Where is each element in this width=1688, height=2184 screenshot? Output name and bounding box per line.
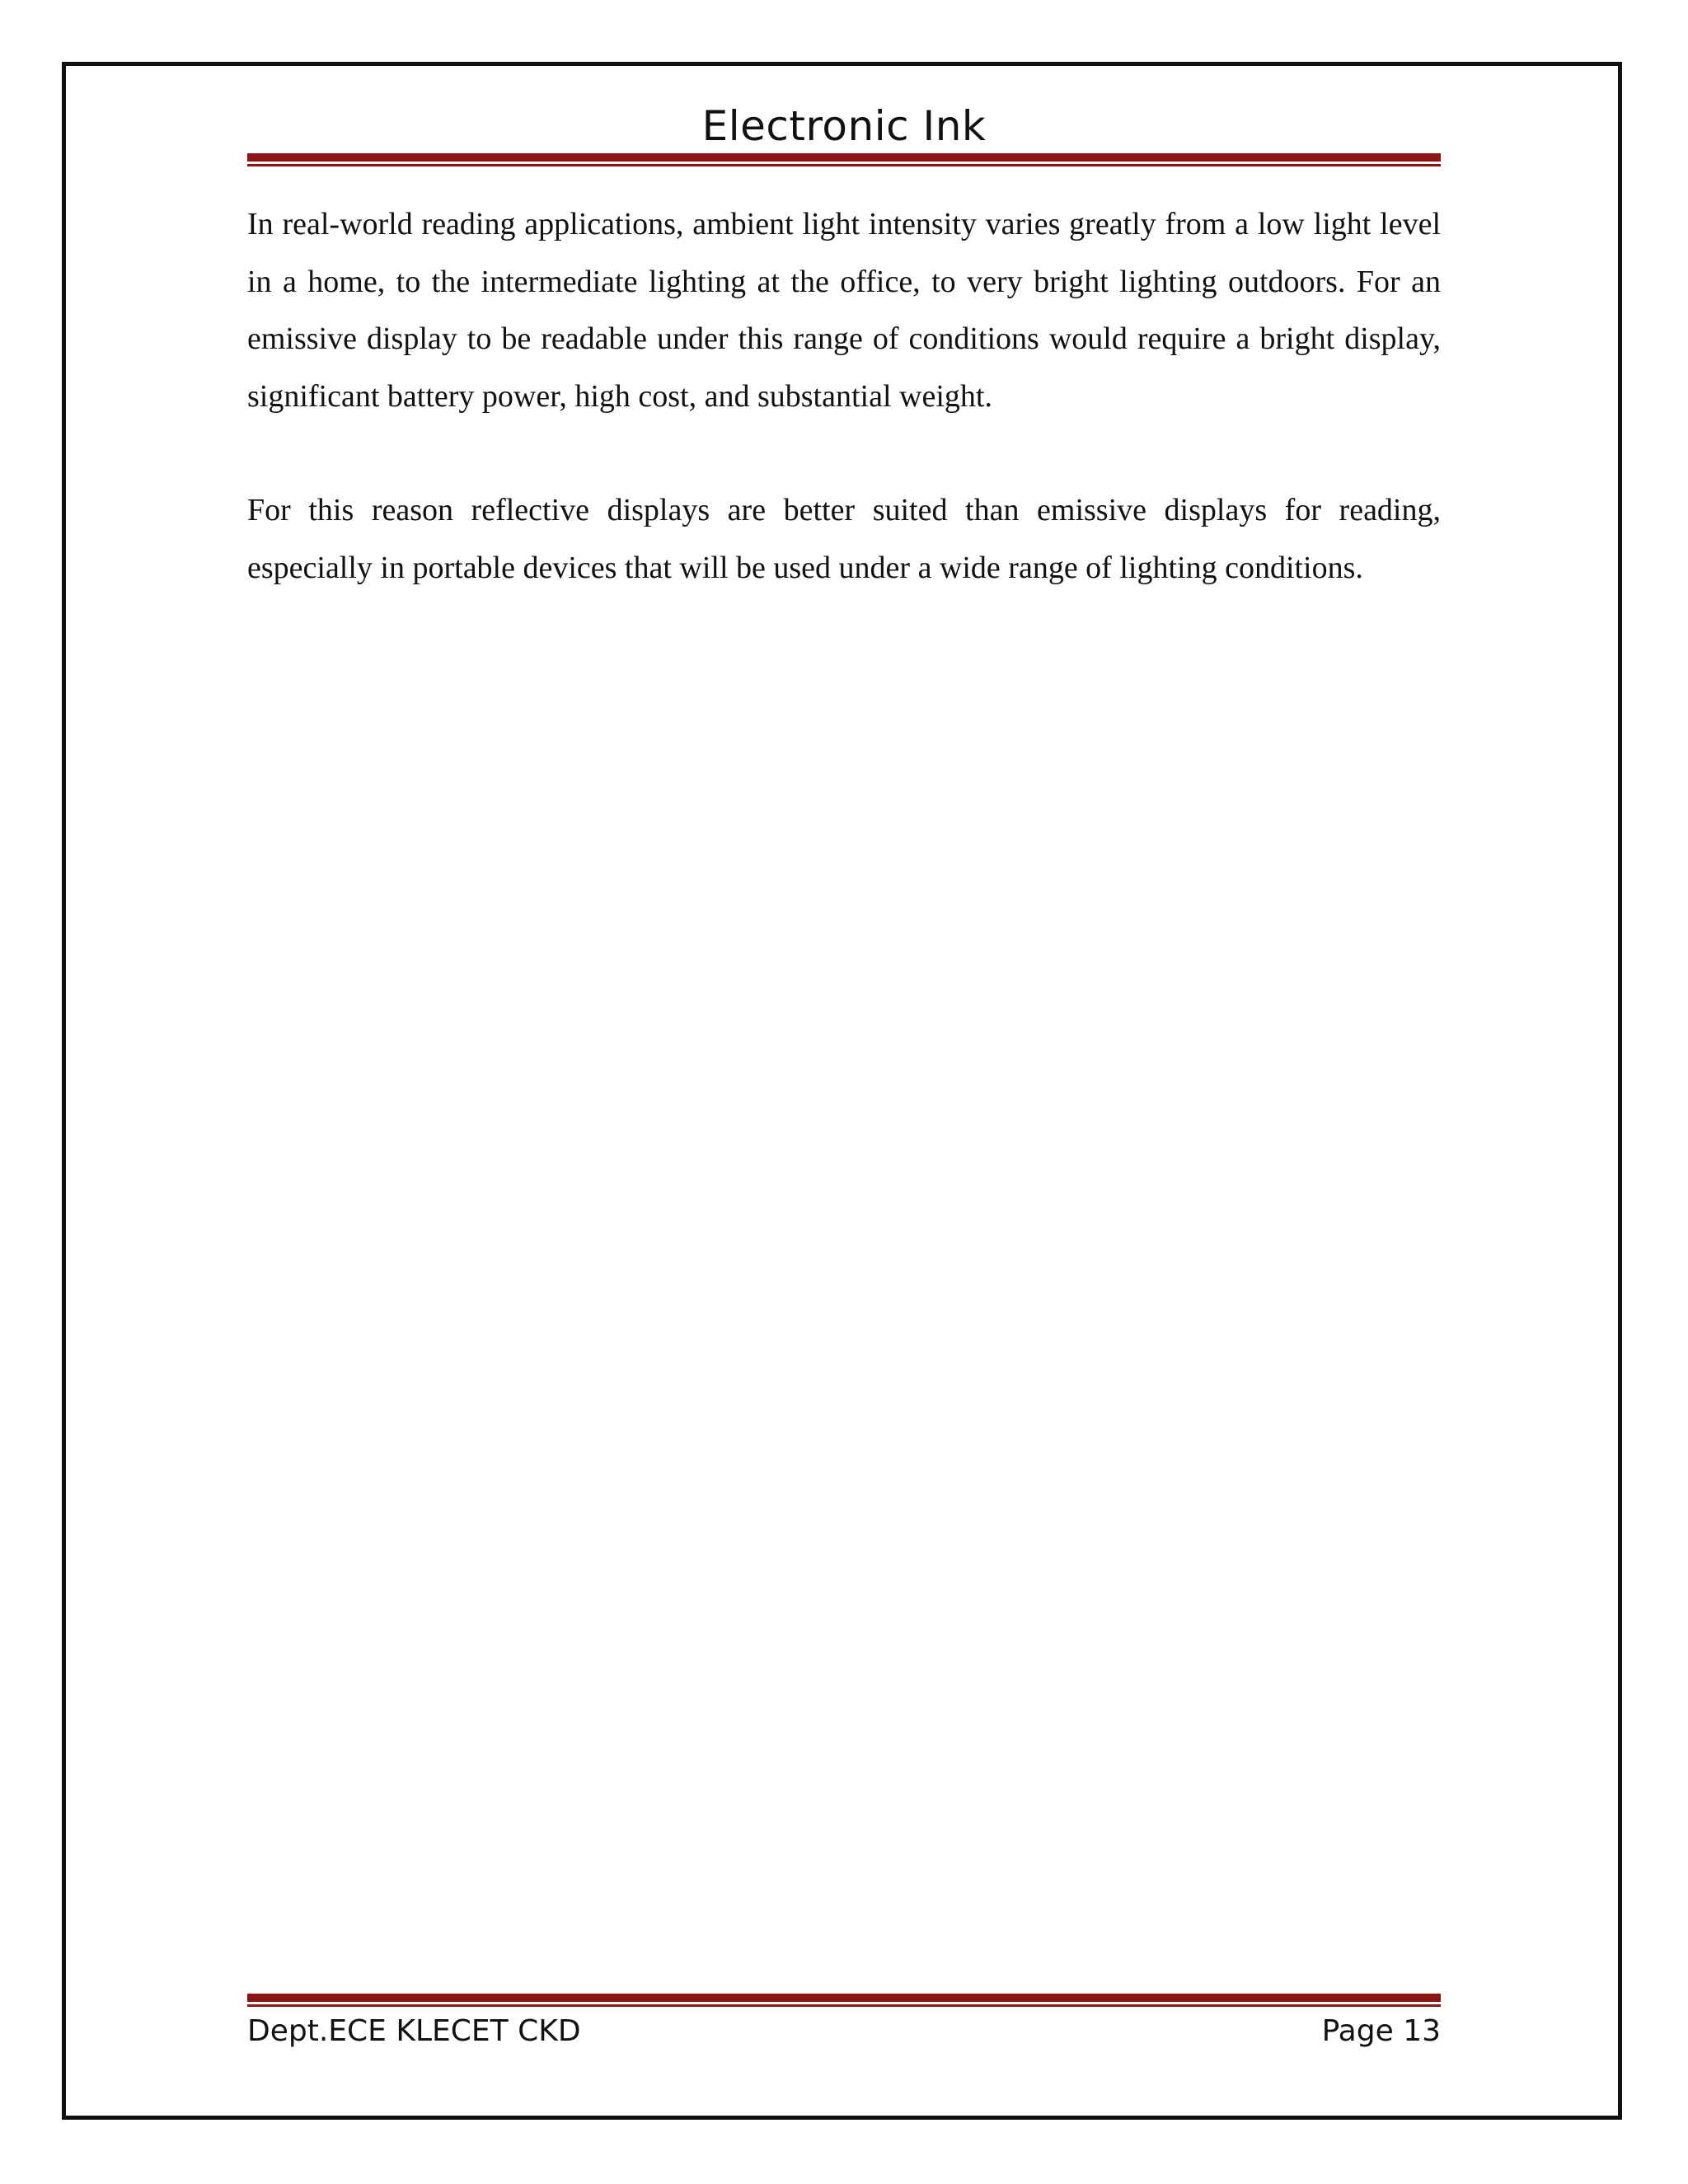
header-title: Electronic Ink <box>701 102 987 150</box>
paragraph-2: For this reason reflective displays are better suited than emissive displays for reading, especially in portable devices that will be used under a wide range of lighting conditions. <box>247 493 1441 585</box>
footer-page-number: Page 13 <box>1321 2014 1441 2048</box>
footer-department: Dept.ECE KLECET CKD <box>247 2014 581 2048</box>
footer-rule-thin <box>247 2004 1441 2007</box>
footer-rule-thick <box>247 1994 1441 2002</box>
header-rule-thin <box>247 164 1441 166</box>
header-rule-thick <box>247 153 1441 162</box>
paragraph-1: In real-world reading applications, ambient light intensity varies greatly from a low light level in a home, to the intermediate lighting at the office, to very bright lighting outdoors. For an emissive display to be readable under this range of conditions would require a bright display, significant battery power, high cost, and substantial weight. <box>247 207 1441 414</box>
